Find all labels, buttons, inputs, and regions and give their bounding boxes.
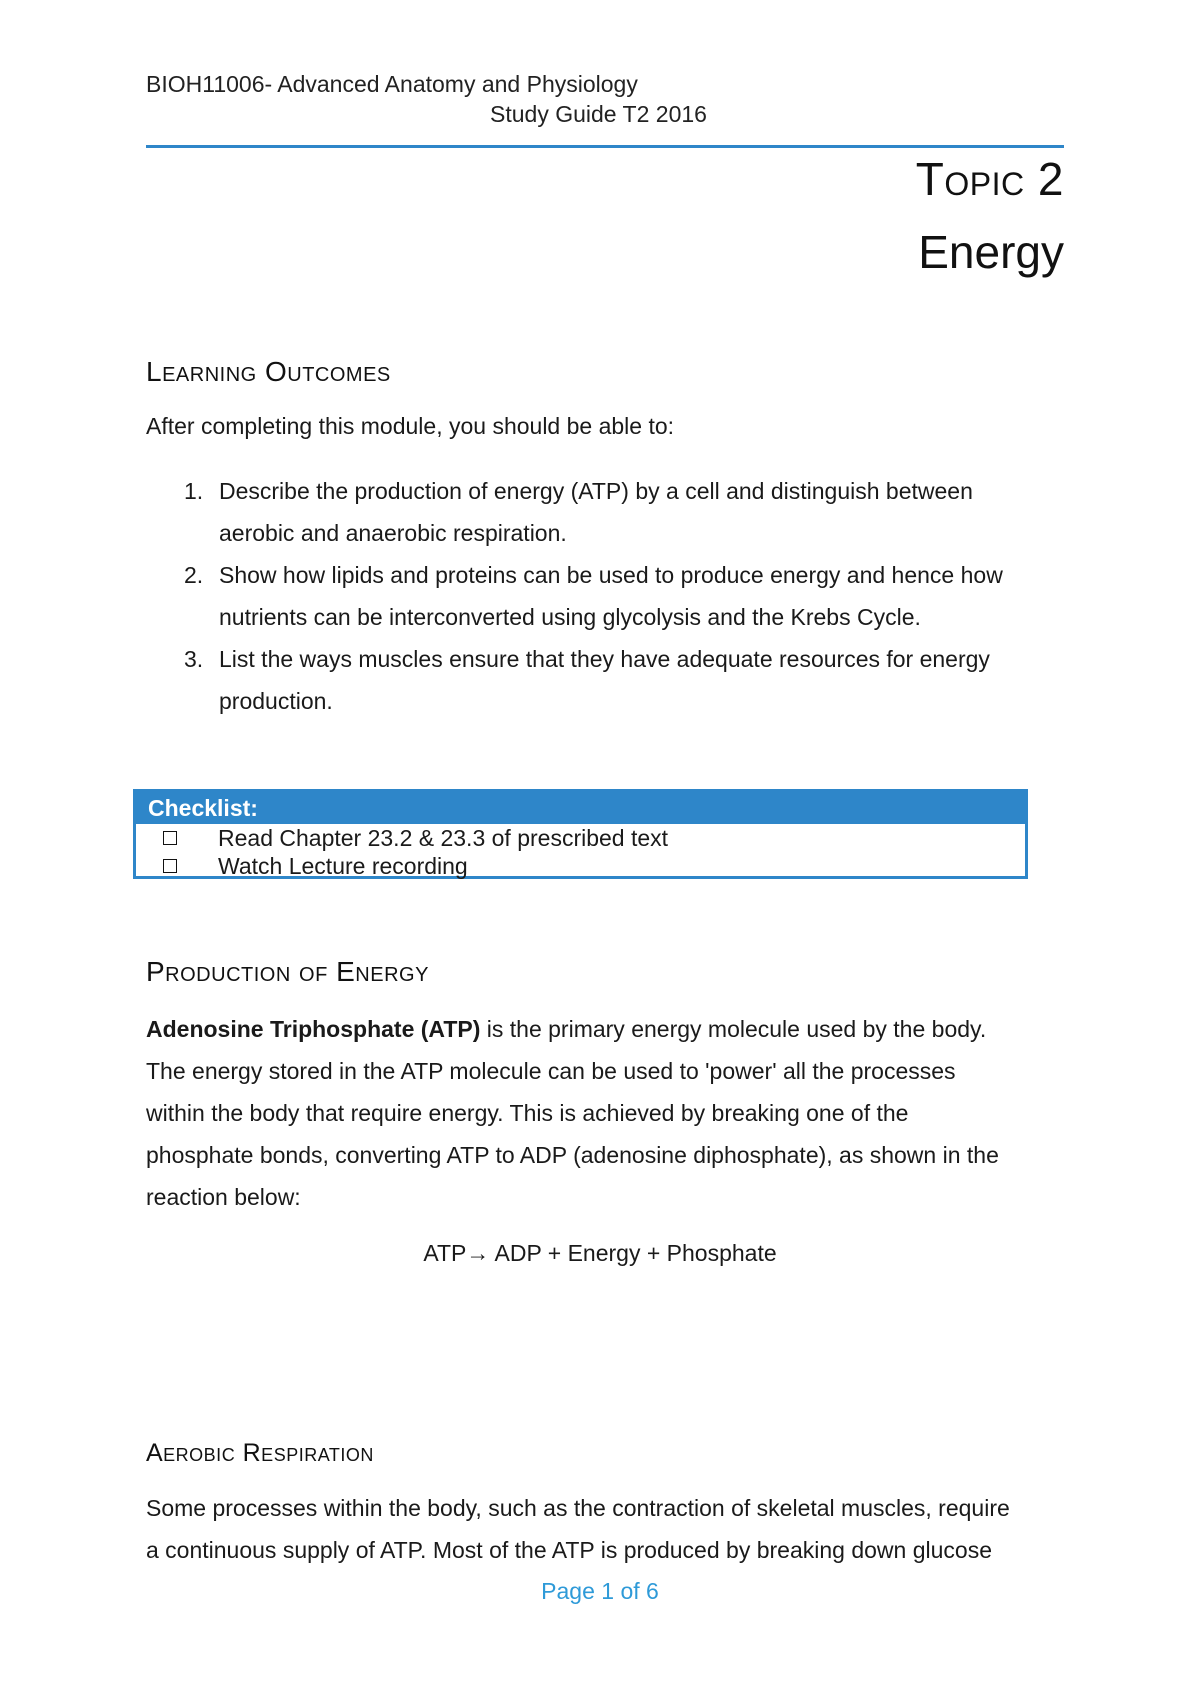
checklist-item[interactable] — [136, 852, 1025, 880]
checklist-heading: Checklist: — [136, 792, 1025, 824]
production-heading: Production of Energy — [146, 956, 429, 987]
header-study-guide: Study Guide T2 2016 — [490, 101, 707, 127]
bold-term: Adenosine Triphosphate (ATP) — [146, 1016, 481, 1042]
learning-outcomes-heading: Learning Outcomes — [146, 356, 391, 387]
reaction-equation: ATP→ ADP + Energy + Phosphate — [423, 1240, 777, 1266]
learning-outcomes-list — [146, 470, 1066, 722]
list-number: 1. — [184, 478, 204, 504]
list-number: 2. — [184, 562, 204, 588]
aerobic-heading: Aerobic Respiration — [146, 1439, 374, 1467]
topic-label: Topic 2 — [915, 153, 1064, 205]
checklist-box — [133, 789, 1028, 879]
list-item-line: nutrients can be interconverted using glycolysis and the Krebs Cycle. — [219, 604, 921, 630]
list-item-line: List the ways muscles ensure that they have adequate resources for energy — [219, 646, 990, 672]
checkbox-icon[interactable] — [163, 831, 177, 845]
header-course: BIOH11006- Advanced Anatomy and Physiology — [146, 71, 638, 97]
paragraph-line: a continuous supply of ATP. Most of the ATP is produced by breaking down glucose — [146, 1537, 992, 1563]
production-paragraph — [146, 1008, 1066, 1218]
list-item — [146, 470, 1066, 554]
checklist-item[interactable] — [136, 824, 1025, 852]
paragraph-line: reaction below: — [146, 1184, 301, 1210]
paragraph-line: Some processes within the body, such as the contraction of skeletal muscles, require — [146, 1495, 1010, 1521]
page-number: Page 1 of 6 — [541, 1578, 659, 1604]
list-number: 3. — [184, 646, 204, 672]
paragraph-line — [146, 1008, 1066, 1050]
list-item-line: Show how lipids and proteins can be used to produce energy and hence how — [219, 562, 1003, 588]
paragraph-line: The energy stored in the ATP molecule can be used to 'power' all the processes — [146, 1058, 956, 1084]
checkbox-icon[interactable] — [163, 859, 177, 873]
topic-title: Energy — [918, 226, 1064, 278]
header-rule — [146, 145, 1064, 148]
list-item — [146, 554, 1066, 638]
checklist-item-label: Watch Lecture recording — [218, 853, 468, 879]
list-item-line: aerobic and anaerobic respiration. — [219, 520, 567, 546]
paragraph-line: phosphate bonds, converting ATP to ADP (adenosine diphosphate), as shown in the — [146, 1142, 999, 1168]
paragraph-text: is the primary energy molecule used by the body. — [480, 1016, 987, 1042]
list-item-line: production. — [219, 688, 333, 714]
paragraph-line: within the body that require energy. This is achieved by breaking one of the — [146, 1100, 909, 1126]
checklist-item-label: Read Chapter 23.2 & 23.3 of prescribed text — [218, 825, 669, 851]
aerobic-paragraph — [146, 1487, 1066, 1571]
list-item — [146, 638, 1066, 722]
list-item-line: Describe the production of energy (ATP) by a cell and distinguish between — [219, 478, 973, 504]
learning-outcomes-intro: After completing this module, you should be able to: — [146, 413, 675, 439]
